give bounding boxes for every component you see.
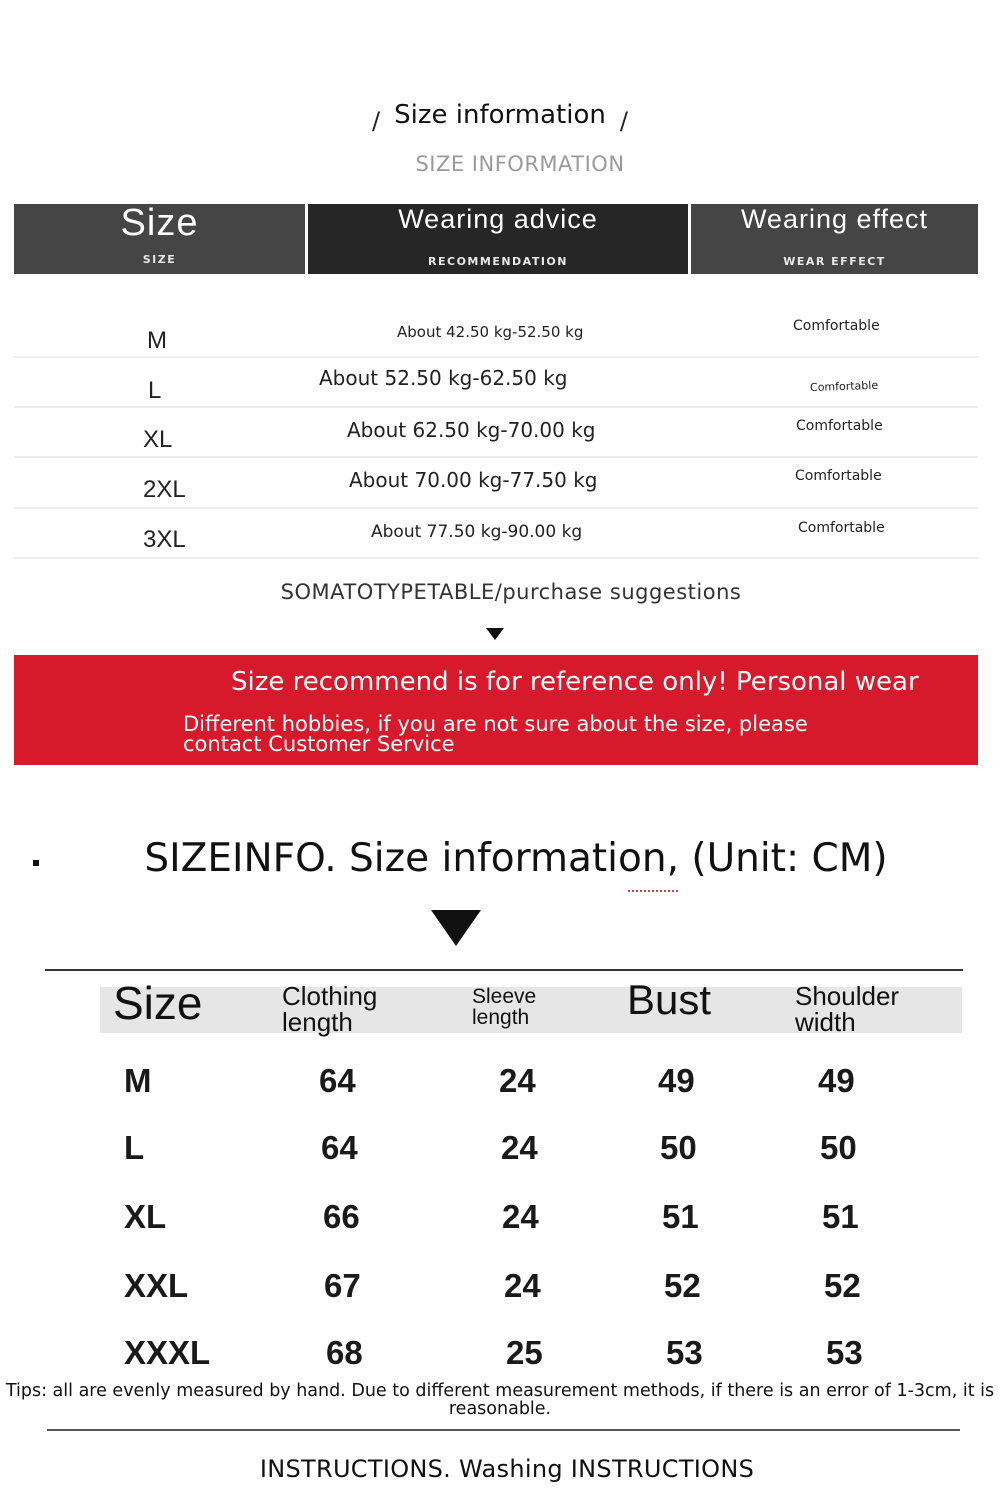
row-divider: [14, 406, 978, 408]
rec-row-effect: Comfortable: [796, 418, 883, 434]
shoulder-cell: 51: [822, 1198, 859, 1235]
size-cell: M: [124, 1062, 152, 1099]
length-cell: 66: [323, 1198, 360, 1235]
header-size-sub: SIZE: [142, 253, 177, 266]
table-bottom-rule: [47, 1429, 960, 1431]
rec-row-advice: About 70.00 kg-77.50 kg: [349, 468, 598, 492]
rec-row-effect: Comfortable: [793, 318, 880, 334]
rec-row-effect: Comfortable: [809, 378, 879, 395]
slash-right: /: [619, 107, 628, 135]
rec-row-size: L: [148, 377, 162, 404]
bust-cell: 50: [660, 1129, 697, 1166]
header-effect-main: Wearing effect: [740, 204, 929, 234]
size-cell: XL: [124, 1198, 167, 1235]
length-cell: 64: [319, 1062, 356, 1099]
down-triangle-large-icon: [431, 910, 481, 946]
top-title: Size information: [394, 100, 606, 130]
rec-row-advice: About 77.50 kg-90.00 kg: [371, 522, 583, 542]
header-advice: [308, 204, 688, 274]
length-cell: 67: [324, 1267, 361, 1304]
col-header-shoulder: Shoulder width: [795, 981, 900, 1037]
shoulder-cell: 52: [824, 1267, 861, 1304]
banner-line2: Different hobbies, if you are not sure about the size, please contact Customer Service: [183, 712, 808, 756]
bust-cell: 51: [662, 1198, 699, 1235]
down-triangle-icon: [486, 628, 504, 640]
rec-row-size: XL: [143, 426, 173, 453]
size-cell: XXL: [124, 1267, 189, 1304]
header-size: [14, 204, 305, 274]
size-cell: XXXL: [124, 1334, 211, 1371]
spellcheck-squiggle: [628, 886, 678, 892]
bust-cell: 49: [658, 1062, 695, 1099]
top-title-block: [0, 100, 1000, 135]
reference-banner: [14, 655, 978, 765]
col-header-size: Size: [113, 977, 203, 1029]
sleeve-cell: 24: [504, 1267, 541, 1304]
rec-row-size: 3XL: [143, 526, 186, 553]
slash-left: /: [372, 107, 381, 135]
length-cell: 68: [326, 1334, 363, 1371]
somatotype-caption: SOMATOTYPETABLE/purchase suggestions: [280, 580, 742, 604]
rec-row-advice: About 42.50 kg-52.50 kg: [397, 323, 584, 341]
row-divider: [14, 507, 978, 509]
washing-instructions-title: INSTRUCTIONS. Washing INSTRUCTIONS: [259, 1455, 755, 1483]
rec-row-advice: About 62.50 kg-70.00 kg: [347, 418, 596, 442]
sleeve-cell: 24: [502, 1198, 539, 1235]
header-size-main: Size: [120, 202, 199, 244]
rec-row-size: M: [147, 327, 167, 354]
shoulder-cell: 49: [818, 1062, 855, 1099]
row-divider: [14, 557, 978, 559]
rec-row-effect: Comfortable: [795, 468, 882, 484]
size-cell: L: [124, 1129, 145, 1166]
top-subtitle: SIZE INFORMATION: [415, 152, 625, 176]
measurement-tips: Tips: all are evenly measured by hand. Due to different measurement methods, if there is an error of 1-3cm, it is reasonable.: [5, 1381, 995, 1419]
header-effect-sub: WEAR EFFECT: [783, 255, 886, 268]
size-info-title: SIZEINFO. Size information, (Unit: CM): [144, 836, 888, 881]
col-header-bust: Bust: [627, 976, 712, 1023]
header-advice-main: Wearing advice: [398, 204, 598, 234]
table-top-rule: [45, 969, 963, 971]
row-divider: [14, 456, 978, 458]
banner-line1: Size recommend is for reference only! Personal wear: [231, 667, 919, 697]
col-header-sleeve: Sleeve length: [472, 985, 537, 1029]
sleeve-cell: 25: [506, 1334, 543, 1371]
rec-row-effect: Comfortable: [798, 520, 885, 536]
bust-cell: 53: [666, 1334, 703, 1371]
rec-row-advice: About 52.50 kg-62.50 kg: [319, 366, 568, 390]
col-header-length: Clothing length: [282, 981, 378, 1037]
header-advice-sub: RECOMMENDATION: [428, 255, 568, 268]
header-effect: [691, 204, 978, 274]
rec-row-size: 2XL: [143, 476, 186, 503]
bust-cell: 52: [664, 1267, 701, 1304]
shoulder-cell: 53: [826, 1334, 863, 1371]
length-cell: 64: [321, 1129, 358, 1166]
sleeve-cell: 24: [499, 1062, 536, 1099]
shoulder-cell: 50: [820, 1129, 857, 1166]
sleeve-cell: 24: [501, 1129, 538, 1166]
row-divider: [14, 356, 978, 358]
